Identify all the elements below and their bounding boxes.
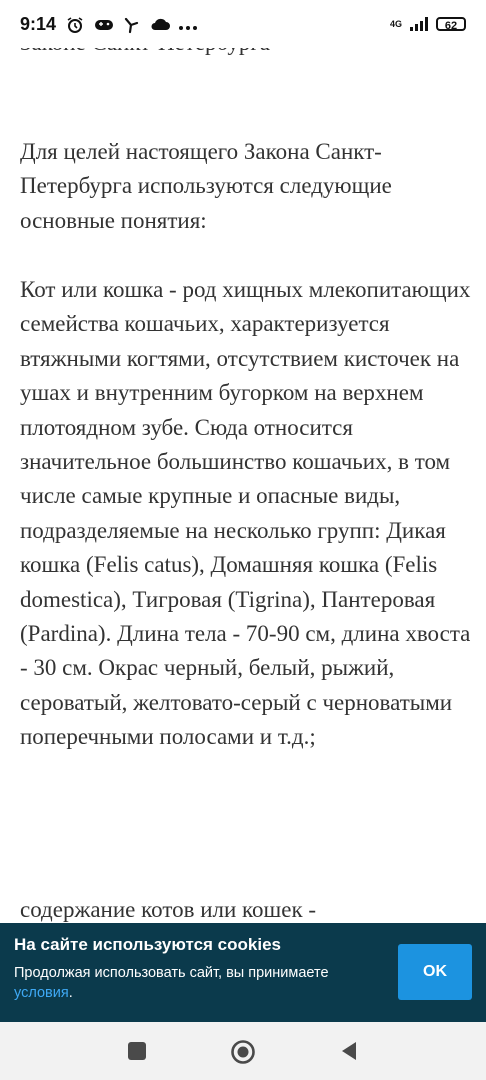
game-controller-icon [94,16,112,32]
cookie-terms-link[interactable]: условия [14,985,69,1001]
battery-level: 62 [444,20,458,32]
article-paragraph-definition: Кот или кошка - род хищных млекопитающих семейства кошачьих, характеризуется втяжными когтями, отсутствием кисточек на ушах и внутренним бугорком на верхнем плотоядном зубе. Сюда относится значительное большинство кошачьих, в том числе самые крупные и опасные виды, подразделяемые на несколько групп: Дикая кошка (Felis catus), Домашняя кошка (Felis domestica), Тигровая (Tigrina), Пантеровая (Pardina). Длина тела - 70-90 см, длина хвоста - 30 см. Окрас черный, белый, рыжий, сероватый, желтовато-серый с черноватыми поперечными полосами и т.д.; [20,277,471,750]
navigation-bar [0,1022,486,1080]
cookie-title: На сайте используются cookies [14,935,281,954]
home-circle-icon[interactable] [230,1039,254,1063]
article-paragraph-partial: содержание котов или кошек - [20,897,317,922]
network-type: 4G [389,18,402,29]
alarm-icon [66,16,84,32]
cloud-icon [150,16,168,32]
back-triangle-icon[interactable] [338,1039,362,1063]
cookie-text: Продолжая использовать сайт, вы принимаете условия. [14,965,329,1001]
cookie-banner [0,923,486,1022]
cookie-text-body: Продолжая использовать сайт, вы принимаете [14,965,329,981]
more-dots-icon [178,16,196,32]
cookie-ok-button[interactable]: OK [398,944,472,1000]
signal-icon [410,17,428,31]
square-icon[interactable] [125,1039,149,1063]
fan-icon [122,16,140,32]
article-paragraph-intro: Для целей настоящего Закона Санкт-Петербурга используются следующие основные понятия: [20,139,392,233]
status-bar [0,0,486,48]
status-time: 9:14 [20,13,57,34]
battery-icon [436,17,466,31]
